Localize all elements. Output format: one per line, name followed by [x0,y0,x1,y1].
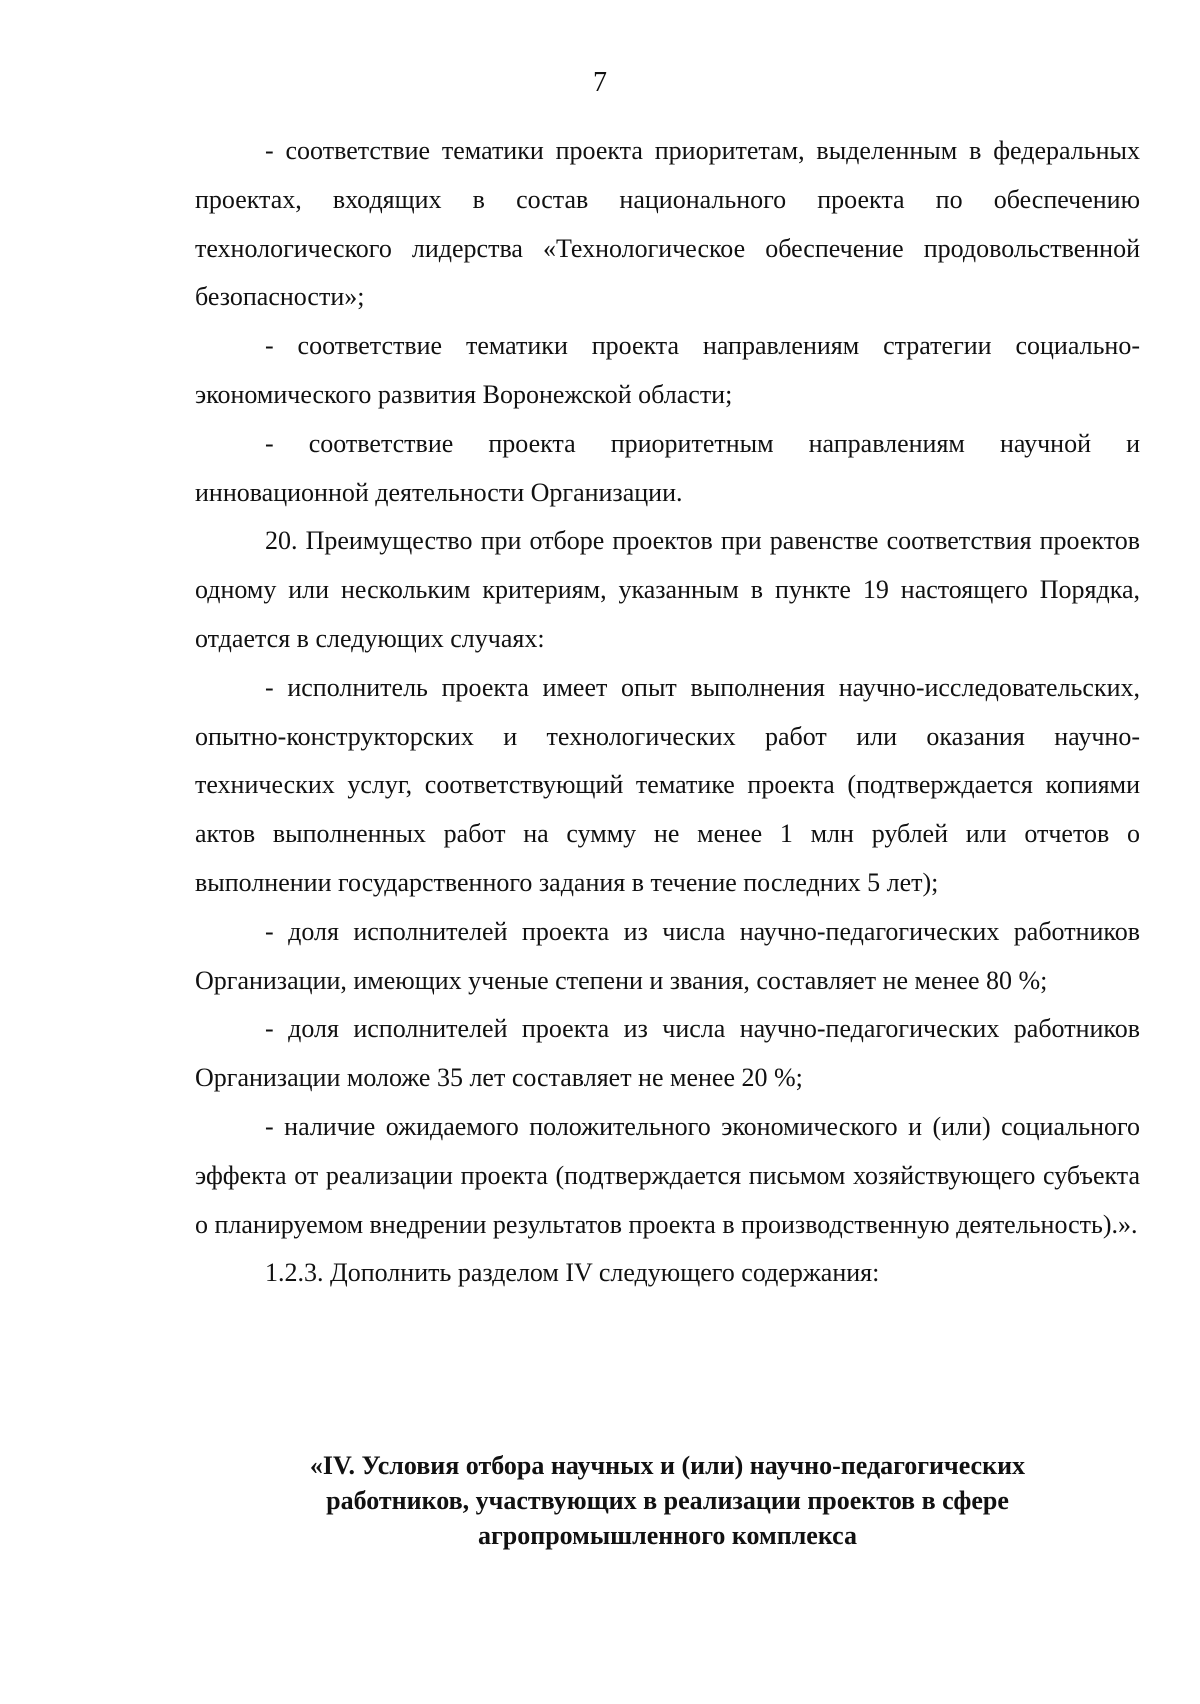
section-iv-heading [195,1448,1140,1553]
paragraph-preference-degrees-share: - доля исполнителей проекта из числа научно-педагогических работников Организации, имеющих ученые степени и звания, составляет не менее 80 %; [195,916,1140,995]
paragraph-preference-economic-effect: - наличие ожидаемого положительного экономического и (или) социального эффекта от реализации проекта (подтверждается письмом хозяйствующего субъекта о планируемом внедрении результатов проекта в производственную деятельность).». [195,1111,1140,1239]
paragraph-item-20-preference: 20. Преимущество при отборе проектов при равенстве соответствия проектов одному или нескольким критериям, указанным в пункте 19 настоящего Порядка, отдается в следующих случаях: [195,526,1140,653]
paragraph-criterion-organization-priorities: - соответствие проекта приоритетным направлениям научной и инновационной деятельности Организации. [195,428,1140,507]
section-heading-line: агропромышленного комплекса [477,1521,858,1550]
section-heading-line: работников, участвующих в реализации проектов в сфере [326,1486,1009,1515]
paragraph-criterion-federal-projects: - соответствие тематики проекта приоритетам, выделенным в федеральных проектах, входящих в состав национального проекта по обеспечению технологического лидерства «Технологическое обеспечение продовольственной безопасности»; [195,136,1140,312]
section-heading-line: «IV. Условия отбора научных и (или) научно-педагогических [309,1451,1026,1480]
paragraph-criterion-regional-strategy: - соответствие тематики проекта направлениям стратегии социально-экономического развития Воронежской области; [195,331,1140,409]
paragraph-amendment-1-2-3: 1.2.3. Дополнить разделом IV следующего содержания: [265,1258,880,1288]
page-number: 7 [593,67,607,98]
paragraph-preference-young-share: - доля исполнителей проекта из числа научно-педагогических работников Организации моложе 35 лет составляет не менее 20 %; [195,1014,1140,1093]
paragraph-preference-experience: - исполнитель проекта имеет опыт выполнения научно-исследовательских, опытно-конструкторских и технологических работ или оказания научно-технических услуг, соответствующий тематике проекта (подтверждается копиями актов выполненных работ на сумму не менее 1 млн рублей или отчетов о выполнении государственного задания в течение последних 5 лет); [195,672,1140,897]
document-body [195,127,1140,1298]
